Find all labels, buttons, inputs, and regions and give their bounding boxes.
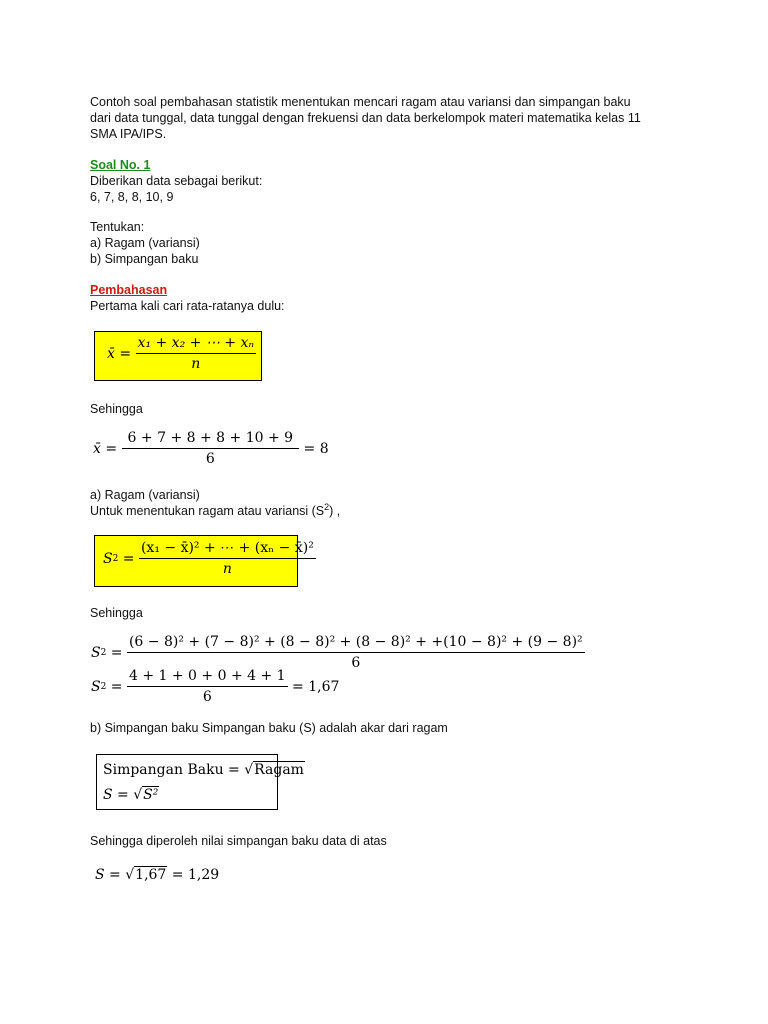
intro-line-1: Contoh soal pembahasan statistik menentukan mencari ragam atau variansi dan simpangan baku xyxy=(90,95,631,109)
intro-line-3: SMA IPA/IPS. xyxy=(90,127,167,141)
soal-given: Diberikan data sebagai berikut: xyxy=(90,174,263,188)
sehingga-1: Sehingga xyxy=(90,402,143,416)
mean-calc-numerator: 6 + 7 + 8 + 8 + 10 + 9 xyxy=(122,430,300,449)
mean-formula-numerator: x₁ + x₂ + ⋯ + xₙ xyxy=(136,335,256,354)
mean-formula-box: x̄ = $\frac{\text{x₁ + x₂ + ⋯ + xₙ}}{n}$ xyxy=(94,331,262,381)
sd-formula-box xyxy=(96,754,304,810)
x-bar-symbol: x̄ xyxy=(107,345,115,362)
soal-item-a: a) Ragam (variansi) xyxy=(90,236,200,250)
pembahasan-step-1: Pertama kali cari rata-ratanya dulu: xyxy=(90,299,285,313)
soal-data: 6, 7, 8, 8, 10, 9 xyxy=(90,190,174,204)
sd-result: S = √ 1,67 = 1,29 xyxy=(95,866,220,883)
variance-calculation-2: S 2 = $\frac{4 + 1 + 0 + 0 + 4 + 1}{6}$ = 1,67 xyxy=(91,668,340,705)
part-a-heading: a) Ragam (variansi) xyxy=(90,488,200,502)
variance-formula-numerator: (x₁ − x̄)² + ⋯ + (xₙ − x̄)² xyxy=(139,540,316,559)
mean-calc-denominator: 6 xyxy=(205,451,215,467)
intro-line-2: dari data tunggal, data tunggal dengan frekuensi dan data berkelompok materi matematika kelas 11 xyxy=(90,111,641,125)
mean-formula-denominator: n xyxy=(191,356,201,372)
variance-formula-box: S 2 = $\frac{\text{(x₁ − x̄)² + ⋯ + (xₙ − x̄)²}}{n}$ xyxy=(94,535,298,587)
variance-calc2-denominator: 6 xyxy=(202,689,212,705)
variance-formula-denominator: n xyxy=(222,561,232,577)
variance-calc2-numerator: 4 + 1 + 0 + 0 + 4 + 1 xyxy=(127,668,288,687)
soal-heading: Soal No. 1 xyxy=(90,158,151,172)
part-b-description: b) Simpangan baku Simpangan baku (S) adalah akar dari ragam xyxy=(90,721,448,735)
variance-result: = 1,67 xyxy=(292,678,340,695)
soal-item-b: b) Simpangan baku xyxy=(90,252,199,266)
sehingga-3: Sehingga diperoleh nilai simpangan baku data di atas xyxy=(90,834,387,848)
pembahasan-heading: Pembahasan xyxy=(90,283,168,297)
sehingga-2: Sehingga xyxy=(90,606,143,620)
variance-calc-numerator: (6 − 8)² + (7 − 8)² + (8 − 8)² + (8 − 8)² + +(10 − 8)² + (9 − 8)² xyxy=(127,634,585,653)
part-a-description: Untuk menentukan ragam atau variansi $(S^2)$ , xyxy=(90,501,341,518)
mean-result: = 8 xyxy=(303,440,329,457)
mean-calculation: x̄ = $\frac{6 + 7 + 8 + 8 + 10 + 9}{6}$ = 8 xyxy=(93,430,329,467)
variance-calc-denominator: 6 xyxy=(351,655,361,671)
sd-formula-line-2: S = √ S² xyxy=(103,786,159,803)
variance-calculation-1: S 2 = (6 − 8)² + (7 − 8)² + (8 − 8)² + (8 − 8)² + +(10 − 8)² + (9 − 8)² 6 xyxy=(91,634,583,671)
soal-tentukan: Tentukan: xyxy=(90,220,145,234)
sd-formula-line-1: Simpangan Baku = √ Ragam xyxy=(103,761,304,778)
